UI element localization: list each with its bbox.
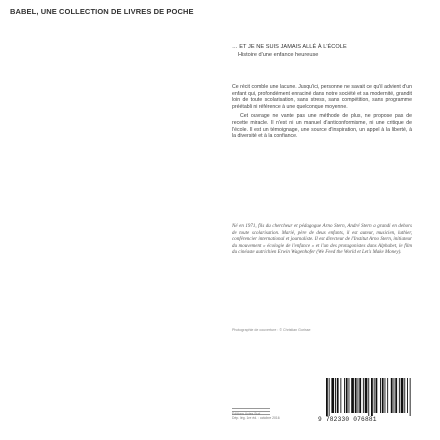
barcode-bar [346, 378, 348, 413]
barcode-bar [385, 378, 386, 413]
book-title: … ET JE NE SUIS JAMAIS ALLÉ À L'ÉCOLE [232, 44, 347, 50]
book-subtitle: Histoire d'une enfance heureuse [238, 52, 319, 58]
barcode-bar [344, 378, 345, 413]
barcode-bar [380, 378, 381, 413]
barcode-bar [335, 378, 336, 413]
barcode-bar [349, 378, 350, 413]
barcode-bar [407, 378, 408, 413]
isbn-digits: 9 782330 076881 [318, 416, 377, 423]
barcode-bar [382, 378, 384, 413]
barcode-bar [394, 378, 395, 413]
barcode [318, 376, 424, 426]
barcode-bar [376, 378, 378, 413]
collection-header: BABEL, UNE COLLECTION DE LIVRES DE POCHE [10, 7, 194, 16]
barcode-bar [395, 378, 397, 413]
barcode-bar [399, 378, 400, 413]
barcode-bars [318, 376, 424, 416]
barcode-bar [363, 378, 364, 413]
barcode-bar [355, 378, 357, 413]
barcode-bar [329, 378, 330, 416]
barcode-bar [371, 378, 373, 416]
barcode-bar [391, 378, 393, 413]
barcode-bar [337, 378, 339, 413]
blurb-paragraph: Ce récit comble une lacune. Jusqu'ici, personne ne savait ce qu'il advient d'un enfant qui, profondément enraciné dans notre société et sa modernité, grandit loin de toute scolarisation, sans stress, sans compétition, sans programme préétabli ni référence à une quelconque moyenne. [232, 84, 412, 110]
publisher-line: Editions Actes Sud [232, 412, 261, 416]
barcode-bar [358, 378, 359, 413]
barcode-bar [401, 378, 404, 413]
barcode-bar [340, 378, 341, 413]
barcode-bar [326, 378, 328, 416]
barcode-bar [404, 378, 405, 413]
publisher-info [232, 412, 280, 420]
barcode-bar [374, 378, 375, 413]
barcode-bar [359, 378, 361, 413]
blurb [232, 84, 412, 143]
blurb-paragraph: Cet ouvrage ne vante pas une méthode de plus, ne propose pas de recette miracle. Il n'est ni un manuel d'anticonformisme, ni une critique de l'école. Il est un témoignage, une source d'inspiration, un appel à la liberté, à la diversité et à la confiance. [232, 113, 412, 140]
publisher-line: Dép. lég. 1re éd. : octobre 2016 [232, 416, 280, 420]
title-block [232, 44, 432, 58]
barcode-bar [387, 378, 388, 413]
author-bio: Né en 1971, fils du chercheur et pédagogue Arno Stern, André Stern a grandi en dehors de toute scolarisation. Marié, père de deux enfants, il est auteur, musicien, luthier, conférencier international et journaliste. Il est directeur de l'Institut Arno Stern, initiateur du mouvement « écologie de l'enfance » et l'un des protagonistes dans Alphabet, le film du cinéaste autrichien Erwin Wagenhofer (We Feed the World et Let's Make Money). [232, 224, 412, 255]
barcode-bar [368, 378, 369, 416]
cover-credits: Photographie de couverture : © Christian Gorisse [232, 328, 311, 332]
barcode-bar [351, 378, 354, 413]
barcode-bar [410, 378, 411, 416]
barcode-bar [331, 378, 334, 413]
barcode-bar [365, 378, 368, 413]
